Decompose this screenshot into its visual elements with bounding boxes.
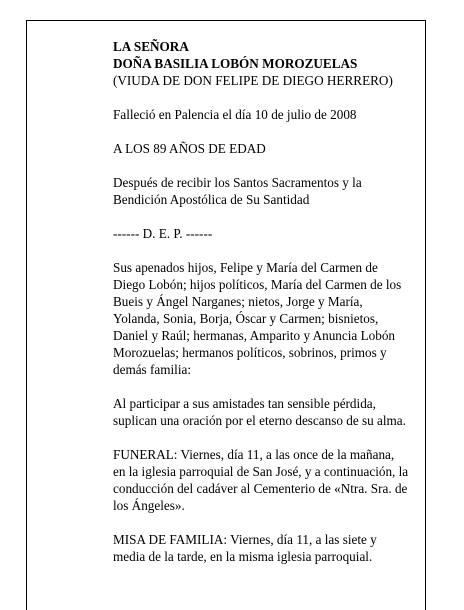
family-line: demás familia: [113, 362, 191, 377]
family-line: Yolanda, Sonia, Borja, Óscar y Carmen; bisnietos, [113, 311, 379, 326]
request-line: suplican una oración por el eterno descanso de su alma. [113, 413, 406, 428]
funeral-paragraph [113, 446, 423, 514]
family-line: Daniel y Raúl; hermanas, Amparito y Anuncia Lobón [113, 328, 396, 343]
request-paragraph [113, 395, 423, 429]
sacraments-paragraph [113, 174, 423, 208]
heading-title: LA SEÑORA [113, 39, 189, 54]
widow-of: (VIUDA DE DON FELIPE DE DIEGO HERRERO) [113, 73, 393, 88]
request-line: Al participar a sus amistades tan sensible pérdida, [113, 396, 376, 411]
funeral-line: FUNERAL: Viernes, día 11, a las once de la mañana, [113, 447, 395, 462]
rip-line: ------ D. E. P. ------ [113, 226, 213, 241]
sacraments-line: Bendición Apostólica de Su Santidad [113, 192, 310, 207]
deceased-name: DOÑA BASILIA LOBÓN MOROZUELAS [113, 56, 358, 71]
funeral-line: en la iglesia parroquial de San José, y a continuación, la [113, 464, 409, 479]
sacraments-line: Después de recibir los Santos Sacramentos y la [113, 175, 362, 190]
obituary-text [113, 38, 423, 582]
family-line: Bueis y Ángel Narganes; nietos, Jorge y María, [113, 294, 363, 309]
funeral-line: conducción del cadáver al Cementerio de «Ntra. Sra. de [113, 481, 408, 496]
family-mass-line: MISA DE FAMILIA: Viernes, día 11, a las siete y [113, 532, 377, 547]
age-notice: A LOS 89 AÑOS DE EDAD [113, 141, 266, 156]
funeral-line: los Ángeles». [113, 498, 185, 513]
death-notice: Falleció en Palencia el día 10 de julio de 2008 [113, 107, 357, 122]
family-line: Diego Lobón; hijos políticos, María del Carmen de los [113, 277, 402, 292]
family-mass-line: media de la tarde, en la misma iglesia parroquial. [113, 549, 373, 564]
family-paragraph [113, 259, 423, 378]
obituary-heading [113, 38, 423, 89]
family-line: Morozuelas; hermanos políticos, sobrinos, primos y [113, 345, 387, 360]
family-mass-paragraph [113, 531, 423, 565]
family-line: Sus apenados hijos, Felipe y María del Carmen de [113, 260, 378, 275]
